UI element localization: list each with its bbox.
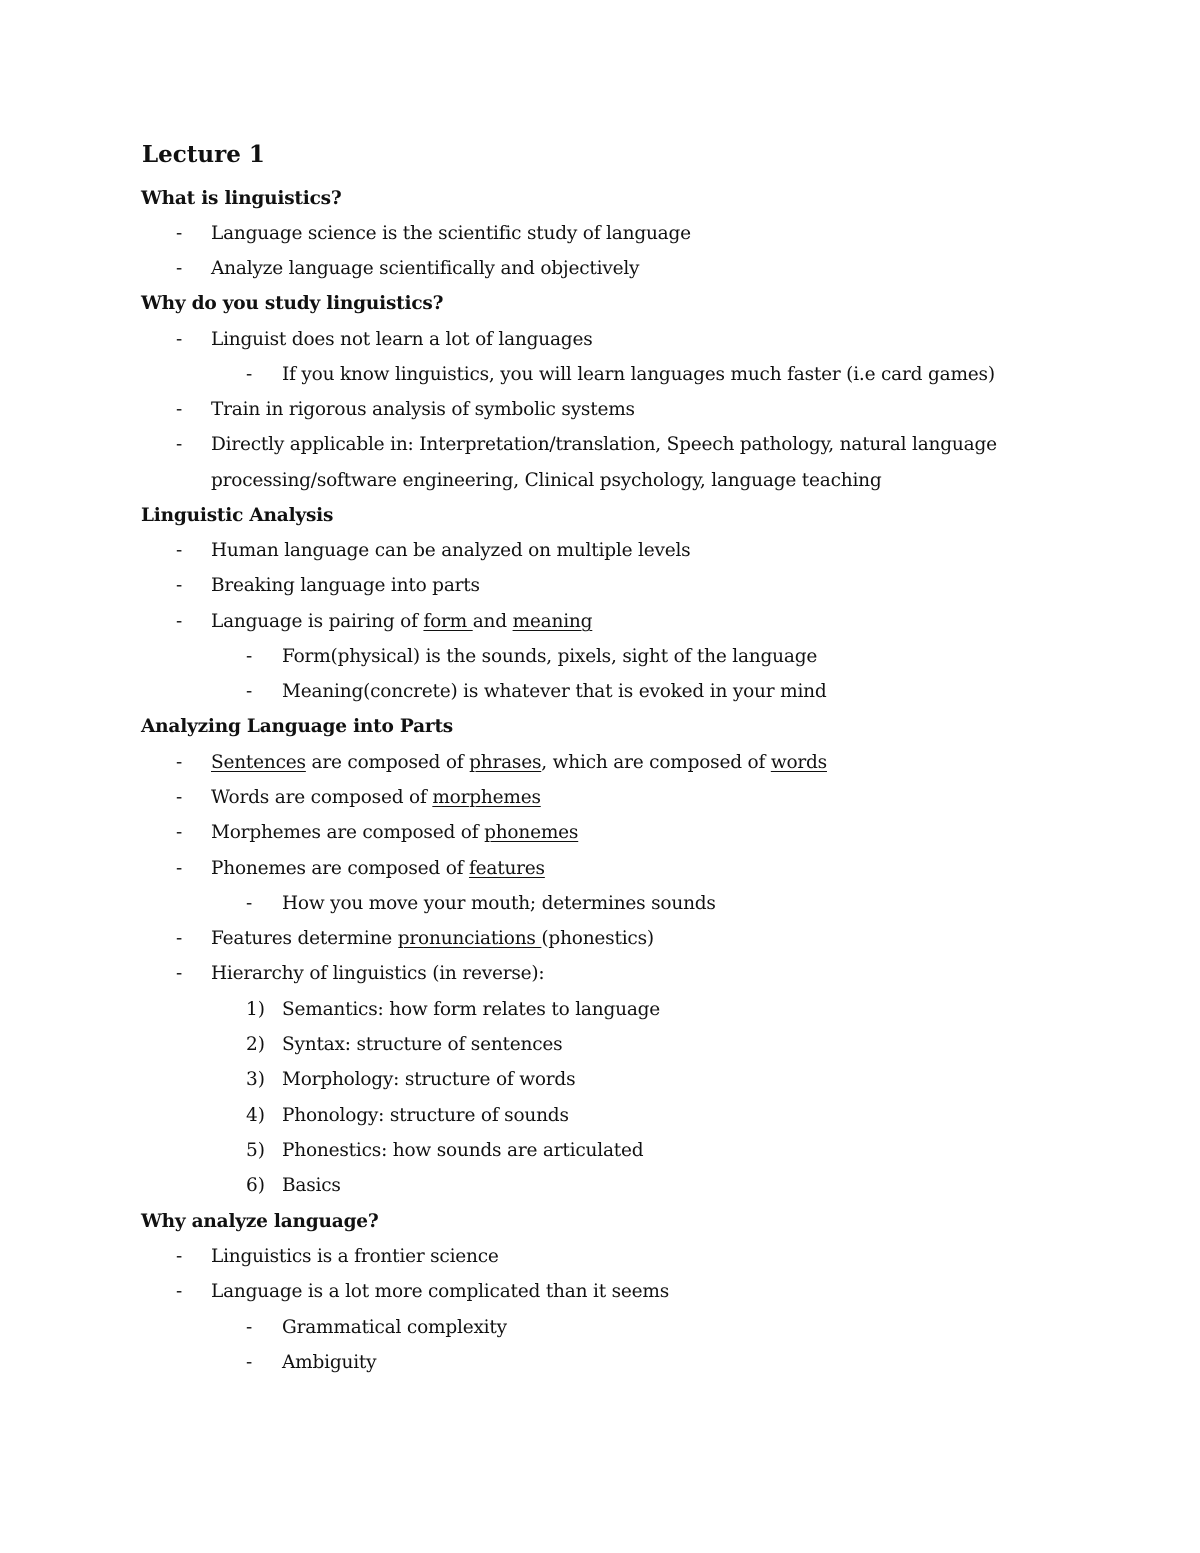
numbered-item: Basics [282,1175,341,1196]
underlined-term: morphemes [432,787,541,808]
section-heading: Linguistic Analysis [141,505,334,526]
numbered-item: Syntax: structure of sentences [282,1034,563,1055]
sub-bullet-marker: - [246,646,253,667]
bullet-marker: - [176,575,183,596]
sub-list-item: Form(physical) is the sounds, pixels, sight of the language [282,646,818,667]
bullet-marker: - [176,434,183,455]
page-title: Lecture 1 [142,141,265,168]
bullet-marker: - [176,858,183,879]
list-item-continuation: processing/software engineering, Clinical psychology, language teaching [211,470,882,491]
bullet-marker: - [176,223,183,244]
sub-bullet-marker: - [246,1317,253,1338]
section-heading: What is linguistics? [141,188,342,209]
list-item: Analyze language scientifically and objectively [211,258,640,279]
bullet-marker: - [176,399,183,420]
bullet-marker: - [176,329,183,350]
section-heading: Analyzing Language into Parts [141,716,454,737]
sub-bullet-marker: - [246,681,253,702]
numbered-marker: 4) [246,1105,265,1126]
numbered-item: Phonestics: how sounds are articulated [282,1140,644,1161]
list-item: Morphemes are composed of phonemes [211,822,579,843]
list-item: Human language can be analyzed on multiple levels [211,540,691,561]
sub-list-item: If you know linguistics, you will learn languages much faster (i.e card games) [282,364,995,385]
list-item: Directly applicable in: Interpretation/translation, Speech pathology, natural language [211,434,997,455]
sub-bullet-marker: - [246,1352,253,1373]
numbered-marker: 5) [246,1140,265,1161]
list-item: Sentences are composed of phrases, which are composed of words [211,752,827,773]
bullet-marker: - [176,258,183,279]
numbered-item: Morphology: structure of words [282,1069,576,1090]
underlined-term: words [770,752,827,773]
numbered-item: Semantics: how form relates to language [282,999,661,1020]
section-heading: Why analyze language? [141,1211,379,1232]
bullet-marker: - [176,752,183,773]
numbered-marker: 2) [246,1034,265,1055]
bullet-marker: - [176,540,183,561]
sub-list-item: Ambiguity [282,1352,377,1373]
list-item: Words are composed of morphemes [211,787,541,808]
numbered-marker: 3) [246,1069,265,1090]
bullet-marker: - [176,787,183,808]
numbered-marker: 1) [246,999,265,1020]
sub-bullet-marker: - [246,364,253,385]
list-item: Phonemes are composed of features [211,858,545,879]
underlined-term: features [468,858,545,879]
list-item: Language is pairing of form and meaning [211,611,593,632]
list-item: Features determine pronunciations (phonestics) [211,928,654,949]
underlined-term: pronunciations [397,928,542,949]
list-item: Language science is the scientific study of language [211,223,691,244]
underlined-term: Sentences [211,752,306,773]
underlined-term: phonemes [484,822,579,843]
list-item: Linguistics is a frontier science [211,1246,499,1267]
sub-list-item: Grammatical complexity [282,1317,507,1338]
underlined-term: meaning [512,611,593,632]
list-item: Linguist does not learn a lot of languages [211,329,593,350]
list-item: Breaking language into parts [211,575,480,596]
sub-bullet-marker: - [246,893,253,914]
underlined-term: phrases [469,752,542,773]
sub-list-item: Meaning(concrete) is whatever that is evoked in your mind [282,681,827,702]
list-item: Train in rigorous analysis of symbolic systems [211,399,635,420]
bullet-marker: - [176,928,183,949]
list-item: Language is a lot more complicated than it seems [211,1281,670,1302]
bullet-marker: - [176,963,183,984]
bullet-marker: - [176,822,183,843]
numbered-item: Phonology: structure of sounds [282,1105,569,1126]
bullet-marker: - [176,1281,183,1302]
underlined-term: form [423,611,473,632]
bullet-marker: - [176,1246,183,1267]
list-item: Hierarchy of linguistics (in reverse): [211,963,545,984]
numbered-marker: 6) [246,1175,265,1196]
sub-list-item: How you move your mouth; determines sounds [282,893,716,914]
section-heading: Why do you study linguistics? [141,293,444,314]
bullet-marker: - [176,611,183,632]
